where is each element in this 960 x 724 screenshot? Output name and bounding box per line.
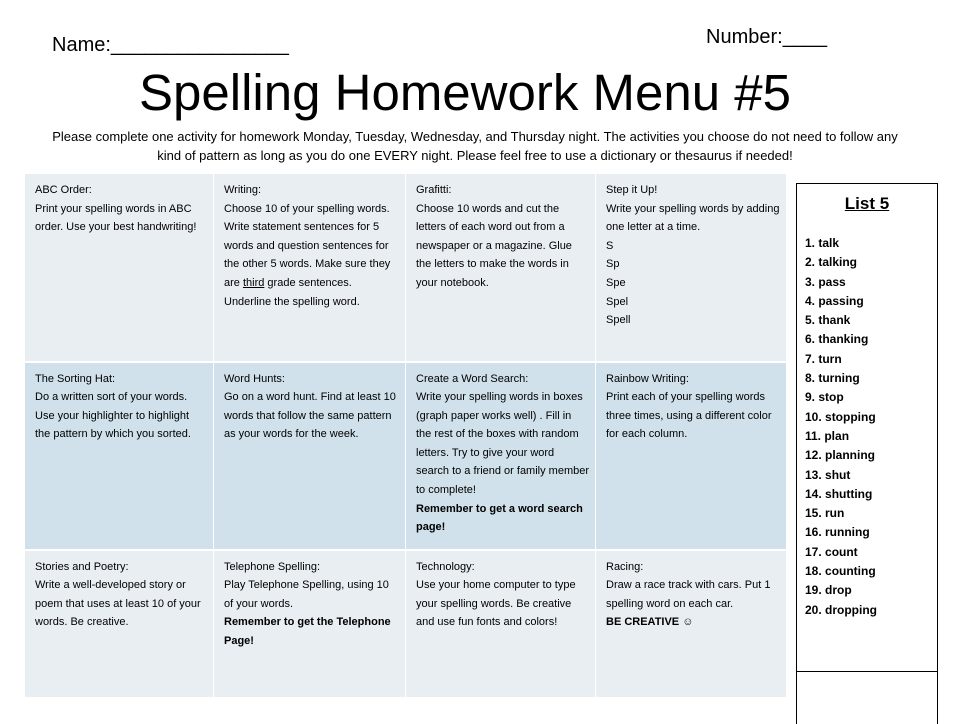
word-list-box <box>796 183 938 724</box>
list-item: 20. dropping <box>805 602 877 617</box>
step-line: Spel <box>606 295 629 308</box>
word-list-title: List 5 <box>844 194 890 213</box>
menu-cell-body-end: grade sentences. Underline the spelling word. <box>224 276 360 308</box>
menu-cell-title: Step it Up! <box>606 184 658 196</box>
homework-menu-grid <box>24 173 787 698</box>
menu-cell-title: Telephone Spelling: <box>224 560 321 573</box>
step-line: Spell <box>606 314 631 327</box>
menu-cell-title: Word Hunts: <box>224 372 285 385</box>
step-line: S <box>606 239 614 252</box>
menu-cell-title: Rainbow Writing: <box>606 372 689 385</box>
name-field-label: Name:________________ <box>52 34 289 56</box>
menu-cell-body: Play Telephone Spelling, using 10 of your words. <box>224 579 389 610</box>
menu-cell-title: Racing: <box>606 560 644 573</box>
menu-cell-body: Print each of your spelling words three times, using a different color for each column. <box>606 391 772 441</box>
list-item: 15. run <box>805 506 845 521</box>
menu-cell-title: ABC Order: <box>35 184 92 196</box>
list-item: 17. count <box>805 544 858 559</box>
underlined-word: third <box>242 276 265 289</box>
word-list <box>805 234 877 620</box>
list-item: 6. thanking <box>805 332 869 347</box>
number-field-label: Number:____ <box>706 26 828 48</box>
menu-cell-body: Write your spelling words in boxes (graph paper works well) . Fill in the rest of the boxes with random letters. Try to give your word search to a friend or family member to complete! <box>416 391 590 497</box>
list-item: 16. running <box>805 525 870 540</box>
menu-cell-title: Create a Word Search: <box>416 372 529 385</box>
list-item: 3. pass <box>805 274 846 289</box>
list-item: 10. stopping <box>805 409 876 424</box>
menu-cell-body: Write a well-developed story or poem that uses at least 10 of your words. Be creative. <box>35 579 201 629</box>
instructions-text: Please complete one activity for homework Monday, Tuesday, Wednesday, and Thursday night. The activities you choose do not need to follow any kind of pattern as long as you do one EVERY night. Please feel free to use a dictionary or thesaurus if needed! <box>52 129 898 163</box>
menu-cell-stories-poetry <box>25 550 214 698</box>
menu-cell-body: Do a written sort of your words. Use your highlighter to highlight the pattern by which you sorted. <box>35 391 191 441</box>
menu-cell-word-search <box>406 362 596 550</box>
menu-cell-title: Writing: <box>224 184 262 196</box>
list-item: 5. thank <box>805 313 851 328</box>
menu-cell-body: Print your spelling words in ABC order. Use your best handwriting! <box>35 202 197 234</box>
menu-cell-title: The Sorting Hat: <box>35 372 116 385</box>
menu-cell-writing <box>214 174 406 362</box>
menu-cell-abc-order <box>25 174 214 362</box>
menu-cell-technology <box>406 550 596 698</box>
menu-cell-body: Use your home computer to type your spelling words. Be creative and use fun fonts and colors! <box>416 579 576 629</box>
list-item: 19. drop <box>805 583 852 598</box>
menu-cell-body: Write your spelling words by adding one letter at a time. <box>606 202 780 234</box>
list-item: 4. passing <box>805 293 864 308</box>
menu-cell-word-hunts <box>214 362 406 550</box>
menu-cell-body: Choose 10 of your spelling words. Write statement sentences for 5 words and question sentences for the other 5 words. Make sure they are <box>224 202 391 289</box>
step-line: Spe <box>606 276 626 289</box>
menu-cell-telephone-spelling <box>214 550 406 698</box>
menu-cell-title: Stories and Poetry: <box>35 560 129 573</box>
menu-cell-step-it-up <box>596 174 787 362</box>
list-divider <box>797 671 937 672</box>
step-line: Sp <box>606 258 620 271</box>
menu-cell-body: Choose 10 words and cut the letters of each word out from a newspaper or a magazine. Glue the letters to make the words in your notebook. <box>416 202 572 289</box>
list-item: 8. turning <box>805 371 860 386</box>
list-item: 14. shutting <box>805 486 873 501</box>
list-item: 1. talk <box>805 236 840 250</box>
list-item: 7. turn <box>805 351 842 366</box>
list-item: 11. plan <box>805 428 850 443</box>
list-item: 18. counting <box>805 564 876 579</box>
menu-cell-bold-note: Remember to get the Telephone Page! <box>224 616 391 647</box>
list-item: 12. planning <box>805 448 876 463</box>
menu-cell-title: Grafitti: <box>416 184 452 196</box>
list-item: 9. stop <box>805 390 844 405</box>
menu-cell-bold-note: BE CREATIVE ☺ <box>606 616 694 629</box>
menu-cell-body: Go on a word hunt. Find at least 10 words that follow the same pattern as your words for the week. <box>224 391 396 441</box>
menu-cell-grafitti <box>406 174 596 362</box>
menu-cell-racing <box>596 550 787 698</box>
page-title: Spelling Homework Menu #5 <box>139 64 791 121</box>
menu-cell-body: Draw a race track with cars. Put 1 spelling word on each car. <box>606 579 771 610</box>
list-item: 2. talking <box>805 255 858 270</box>
menu-cell-sorting-hat <box>25 362 214 550</box>
menu-cell-bold-note: Remember to get a word search page! <box>416 502 583 534</box>
menu-cell-rainbow-writing <box>596 362 787 550</box>
menu-cell-title: Technology: <box>416 560 475 573</box>
list-item: 13. shut <box>805 467 851 482</box>
